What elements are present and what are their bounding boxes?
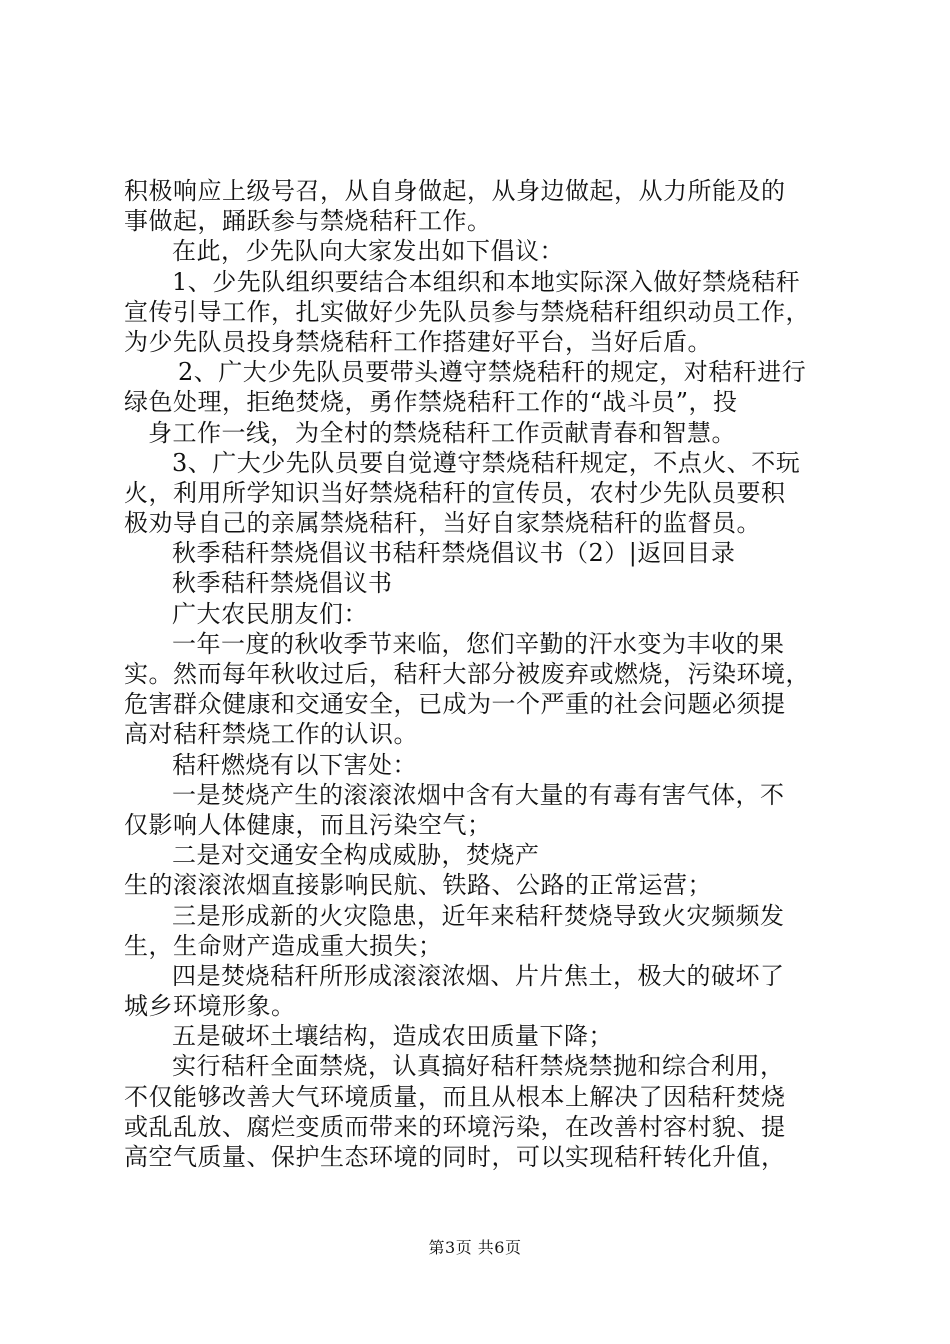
text-line: 城乡环境形象。 bbox=[124, 992, 296, 1021]
text-line: 在此，少先队向大家发出如下倡议： bbox=[172, 237, 564, 266]
text-line: 四是焚烧秸秆所形成滚滚浓烟、片片焦土，极大的破坏了 bbox=[172, 961, 785, 990]
text-line: 不仅能够改善大气环境质量，而且从根本上解决了因秸秆焚烧 bbox=[124, 1082, 786, 1111]
text-line: 秸秆燃烧有以下害处： bbox=[172, 750, 417, 779]
text-line: 3、广大少先队员要自觉遵守禁烧秸秆规定，不点火、不玩 bbox=[172, 448, 801, 477]
text-line: 为少先队员投身禁烧秸秆工作搭建好平台，当好后盾。 bbox=[124, 327, 712, 356]
document-body bbox=[124, 176, 836, 1172]
text-line: 宣传引导工作，扎实做好少先队员参与禁烧秸秆组织动员工作， bbox=[124, 297, 810, 326]
text-line: 仅影响人体健康，而且污染空气； bbox=[124, 810, 492, 839]
text-line: 一是焚烧产生的滚滚浓烟中含有大量的有毒有害气体，不 bbox=[172, 780, 785, 809]
text-line: 三是形成新的火灾隐患，近年来秸秆焚烧导致火灾频频发 bbox=[172, 901, 785, 930]
text-line: 事做起，踊跃参与禁烧秸秆工作。 bbox=[124, 207, 492, 236]
text-line: 2、广大少先队员要带头遵守禁烧秸秆的规定，对秸秆进行 bbox=[178, 358, 807, 387]
text-line: 广大农民朋友们： bbox=[172, 599, 368, 628]
text-line: 火，利用所学知识当好禁烧秸秆的宣传员，农村少先队员要积 bbox=[124, 478, 786, 507]
section-title: 秋季秸秆禁烧倡议书 bbox=[172, 569, 393, 598]
text-line: 高空气质量、保护生态环境的同时，可以实现秸秆转化升值， bbox=[124, 1143, 786, 1171]
text-line: 实行秸秆全面禁烧，认真搞好秸秆禁烧禁抛和综合利用， bbox=[172, 1052, 785, 1081]
text-line: 生，生命财产造成重大损失； bbox=[124, 931, 443, 960]
text-line: 一年一度的秋收季节来临，您们辛勤的汗水变为丰收的果 bbox=[172, 629, 785, 658]
text-line: 极劝导自己的亲属禁烧秸秆，当好自家禁烧秸秆的监督员。 bbox=[124, 509, 761, 538]
text-line: 实。然而每年秋收过后，秸秆大部分被废弃或燃烧，污染环境， bbox=[124, 660, 810, 688]
text-line: 1、少先队组织要结合本组织和本地实际深入做好禁烧秸秆 bbox=[172, 267, 801, 296]
text-line: 高对秸秆禁烧工作的认识。 bbox=[124, 720, 418, 749]
text-line: 五是破坏土壤结构，造成农田质量下降； bbox=[172, 1022, 613, 1051]
text-line: 绿色处理，拒绝焚烧，勇作禁烧秸秆工作的“战斗员”，投 bbox=[124, 388, 738, 417]
page-number-footer: 第3页 共6页 bbox=[428, 1238, 522, 1257]
text-line: 身工作一线，为全村的禁烧秸秆工作贡献青春和智慧。 bbox=[148, 418, 736, 447]
text-line: 生的滚滚浓烟直接影响民航、铁路、公路的正常运营； bbox=[124, 871, 712, 900]
text-line: 秋季秸秆禁烧倡议书秸秆禁烧倡议书（2）|返回目录 bbox=[172, 539, 736, 568]
text-line: 二是对交通安全构成威胁，焚烧产 bbox=[172, 841, 540, 870]
text-line: 积极响应上级号召，从自身做起，从身边做起，从力所能及的 bbox=[124, 177, 786, 205]
text-line: 或乱乱放、腐烂变质而带来的环境污染，在改善村容村貌、提 bbox=[124, 1112, 786, 1141]
text-line: 危害群众健康和交通安全，已成为一个严重的社会问题必须提 bbox=[124, 690, 786, 719]
